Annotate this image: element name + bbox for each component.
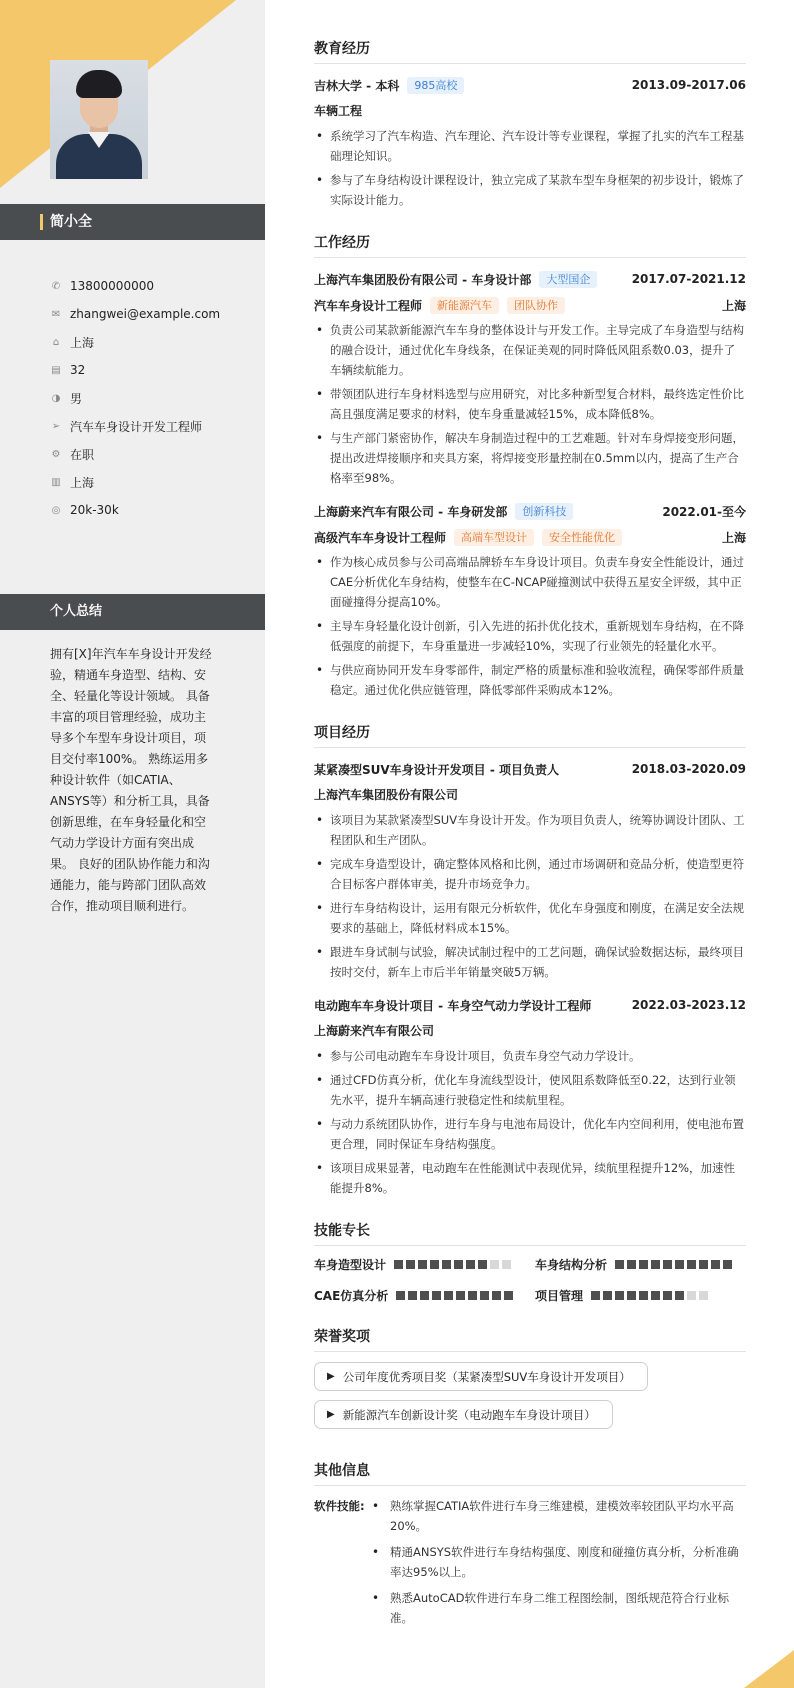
list-item: • 与生产部门紧密协作，解决车身制造过程中的工艺难题。针对车身焊接变形问题，提出改进焊接顺序和夹具方案，将焊接变形量控制在0.5mm以内，提高了生产合格率至98%。 (314, 428, 746, 488)
list-item: • 通过CFD仿真分析，优化车身流线型设计，使风阻系数降低至0.22，达到行业领先水平，提升车辆高速行驶稳定性和续航里程。 (314, 1070, 746, 1110)
job-date: 2022.01-至今 (662, 504, 746, 519)
skill-item (314, 1287, 525, 1304)
skill-name: 车身结构分析 (535, 1258, 608, 1272)
skill-block (603, 1291, 612, 1300)
skill-block (627, 1291, 636, 1300)
building-icon: ▥ (51, 476, 61, 488)
contact-list (50, 272, 220, 524)
money-icon: ◎ (51, 504, 61, 516)
send-icon: ➢ (51, 420, 61, 432)
list-item: • 精通ANSYS软件进行车身结构强度、刚度和碰撞仿真分析，分析准确率达95%以上。 (370, 1542, 745, 1582)
skill-name: CAE仿真分析 (314, 1289, 389, 1303)
skill-name: 项目管理 (535, 1289, 584, 1303)
project-org: 上海蔚来汽车有限公司 (314, 1024, 435, 1038)
play-icon: ▶ (327, 1409, 335, 1420)
profile-name: 简小全 (0, 204, 265, 240)
skill-block (502, 1260, 511, 1269)
skill-block (442, 1260, 451, 1269)
other-label: 软件技能: (314, 1499, 365, 1513)
contact-salary: ◎ 20k-30k (51, 503, 119, 517)
skill-block (468, 1291, 477, 1300)
phone-icon: ✆ (51, 280, 61, 292)
contact-city: ▥ 上海 (51, 475, 95, 490)
job-role: 汽车车身设计工程师 (314, 298, 423, 313)
skill-block (430, 1260, 439, 1269)
education-date: 2013.09-2017.06 (631, 78, 746, 92)
skill-block (591, 1291, 600, 1300)
company-name: 上海蔚来汽车有限公司 - 车身研发部 (314, 504, 508, 519)
role-tag: 新能源汽车 (430, 297, 499, 314)
list-item: • 与动力系统团队协作，进行车身与电池布局设计，优化车内空间利用，使电池布置更合理，同时保证车身结构强度。 (314, 1114, 746, 1154)
skill-block (406, 1260, 415, 1269)
job-city: 上海 (721, 530, 746, 545)
skill-block (490, 1260, 499, 1269)
project-entry (314, 994, 746, 1198)
skill-block (639, 1260, 648, 1269)
skill-level (615, 1260, 735, 1269)
gear-icon: ⚙ (51, 448, 61, 460)
skill-block (687, 1260, 696, 1269)
list-item: • 参与了车身结构设计课程设计，独立完成了某款车型车身框架的初步设计，锻炼了实际设计能力。 (314, 170, 746, 210)
skill-block (504, 1291, 513, 1300)
section-title: 其他信息 (314, 1460, 746, 1486)
school-tag: 985高校 (407, 77, 464, 94)
award-item[interactable]: ▶ 公司年度优秀项目奖（某紧凑型SUV车身设计开发项目） (314, 1362, 648, 1391)
list-item: • 该项目为某款紧凑型SUV车身设计开发。作为项目负责人，统筹协调设计团队、工程团队和生产团队。 (314, 810, 746, 850)
award-item[interactable]: ▶ 新能源汽车创新设计奖（电动跑车车身设计项目） (314, 1400, 613, 1429)
skill-block (480, 1291, 489, 1300)
skill-item (535, 1287, 746, 1304)
job-entry (314, 268, 746, 488)
work-section (314, 232, 746, 700)
awards-section (314, 1326, 746, 1438)
project-name: 某紧凑型SUV车身设计开发项目 - 项目负责人 (314, 762, 560, 777)
list-item: • 带领团队进行车身材料选型与应用研究，对比多种新型复合材料，最终选定性价比高且强度满足要求的材料，使车身重量减轻15%，成本降低8%。 (314, 384, 746, 424)
list-item: • 系统学习了汽车构造、汽车理论、汽车设计等专业课程，掌握了扎实的汽车工程基础理论知识。 (314, 126, 746, 166)
contact-email: ✉ zhangwei@example.com (51, 307, 221, 321)
main-content (314, 38, 746, 1656)
list-item: • 作为核心成员参与公司高端品牌轿车车身设计项目。负责车身安全性能设计，通过CAE分析优化车身结构，使整车在C-NCAP碰撞测试中获得五星安全评级，其中正面碰撞得分提高10%。 (314, 552, 746, 612)
contact-phone: ✆ 13800000000 (51, 279, 154, 293)
company-tag: 创新科技 (515, 503, 573, 520)
role-tag: 安全性能优化 (542, 529, 622, 546)
contact-location: ⌂ 上海 (50, 328, 220, 356)
skill-block (396, 1291, 405, 1300)
skill-block (454, 1260, 463, 1269)
list-item: • 该项目成果显著，电动跑车在性能测试中表现优异，续航里程提升12%，加速性能提升8%。 (314, 1158, 746, 1198)
job-date: 2017.07-2021.12 (631, 272, 746, 286)
mail-icon: ✉ (51, 308, 61, 320)
contact-gender: ◑ 男 (51, 391, 83, 406)
school-name: 吉林大学 - 本科 (314, 78, 400, 93)
skill-level (591, 1291, 711, 1300)
list-item: • 负责公司某款新能源汽车车身的整体设计与开发工作。主导完成了车身造型与结构的融合设计，通过优化车身线条，在保证美观的同时降低风阻系数0.03，提升了车辆续航能力。 (314, 320, 746, 380)
skill-block (651, 1260, 660, 1269)
skill-block (444, 1291, 453, 1300)
section-title: 荣誉奖项 (314, 1326, 746, 1352)
skill-block (418, 1260, 427, 1269)
skill-level (394, 1260, 514, 1269)
play-icon: ▶ (327, 1371, 335, 1382)
list-item: • 熟悉AutoCAD软件进行车身二维工程图绘制，图纸规范符合行业标准。 (370, 1588, 745, 1628)
project-org: 上海汽车集团股份有限公司 (314, 788, 459, 802)
skill-level (396, 1291, 516, 1300)
project-entry (314, 758, 746, 982)
skill-block (699, 1291, 708, 1300)
summary-text: 拥有[X]年汽车车身设计开发经验，精通车身造型、结构、安全、轻量化等设计领域。 具备丰富的项目管理经验，成功主导多个车型车身设计项目，项目交付率100%。 熟练运用多种设计软件（如CATIA、ANSYS等）和分析工具，具备创新思维，在车身轻量化和空气动力学设计方面有突出成果。 良好的团队协作能力和沟通能力，能与跨部门团队高效合作，推动项目顺利进行。 (50, 647, 212, 913)
section-title: 教育经历 (314, 38, 746, 64)
skill-block (723, 1260, 732, 1269)
list-item: • 完成车身造型设计，确定整体风格和比例，通过市场调研和竞品分析，使造型更符合目标客户群体审美，提升市场竞争力。 (314, 854, 746, 894)
skills-section (314, 1220, 746, 1304)
company-tag: 大型国企 (539, 271, 597, 288)
skill-block (432, 1291, 441, 1300)
role-tag: 高端车型设计 (454, 529, 534, 546)
skill-block (699, 1260, 708, 1269)
skill-block (663, 1291, 672, 1300)
skill-block (639, 1291, 648, 1300)
skill-block (687, 1291, 696, 1300)
job-entry (314, 500, 746, 700)
role-tag: 团队协作 (507, 297, 565, 314)
list-item: • 跟进车身试制与试验，解决试制过程中的工艺问题，确保试验数据达标，最终项目按时交付，新车上市后半年销量突破5万辆。 (314, 942, 746, 982)
job-city: 上海 (721, 298, 746, 313)
avatar (50, 60, 148, 179)
list-item: • 参与公司电动跑车车身设计项目，负责车身空气动力学设计。 (314, 1046, 746, 1066)
contact-status: ⚙ 在职 (51, 447, 95, 462)
section-title: 工作经历 (314, 232, 746, 258)
list-item: • 进行车身结构设计，运用有限元分析软件，优化车身强度和刚度，在满足安全法规要求的基础上，降低材料成本15%。 (314, 898, 746, 938)
company-name: 上海汽车集团股份有限公司 - 车身设计部 (314, 272, 532, 287)
skill-block (675, 1291, 684, 1300)
job-role: 高级汽车车身设计工程师 (314, 530, 447, 545)
gender-icon: ◑ (51, 392, 61, 404)
skill-item (535, 1256, 746, 1273)
summary-title: 个人总结 (0, 594, 265, 630)
skill-block (478, 1260, 487, 1269)
skill-block (651, 1291, 660, 1300)
list-item: • 熟练掌握CATIA软件进行车身三维建模，建模效率较团队平均水平高20%。 (370, 1496, 745, 1536)
skill-name: 车身造型设计 (314, 1258, 387, 1272)
list-item: • 主导车身轻量化设计创新，引入先进的拓扑优化技术，重新规划车身结构，在不降低强度的前提下，车身重量进一步减轻10%，实现了行业领先的轻量化水平。 (314, 616, 746, 656)
skill-item (314, 1256, 525, 1273)
skill-block (615, 1291, 624, 1300)
skill-block (420, 1291, 429, 1300)
contact-age: ▤ 32 (51, 363, 86, 377)
project-date: 2022.03-2023.12 (631, 998, 746, 1012)
contact-position: ➢ 汽车车身设计开发工程师 (51, 419, 203, 434)
skill-block (492, 1291, 501, 1300)
skill-block (663, 1260, 672, 1269)
other-section (314, 1460, 746, 1634)
list-item: • 与供应商协同开发车身零部件，制定严格的质量标准和验收流程，确保零部件质量稳定。通过优化供应链管理，降低零部件采购成本12%。 (314, 660, 746, 700)
project-date: 2018.03-2020.09 (631, 762, 746, 776)
skill-block (466, 1260, 475, 1269)
decorative-corner-bottom (744, 1650, 794, 1688)
projects-section (314, 722, 746, 1198)
skill-block (456, 1291, 465, 1300)
skill-block (408, 1291, 417, 1300)
education-section (314, 38, 746, 210)
skill-block (394, 1260, 403, 1269)
major: 车辆工程 (314, 104, 363, 118)
project-name: 电动跑车车身设计项目 - 车身空气动力学设计工程师 (314, 998, 592, 1013)
skill-block (615, 1260, 624, 1269)
section-title: 技能专长 (314, 1220, 746, 1246)
skill-block (627, 1260, 636, 1269)
section-title: 项目经历 (314, 722, 746, 748)
sidebar (0, 0, 265, 1688)
education-bullets (314, 126, 746, 210)
calendar-icon: ▤ (51, 364, 61, 376)
skill-block (675, 1260, 684, 1269)
skill-block (711, 1260, 720, 1269)
home-icon: ⌂ (52, 336, 60, 348)
